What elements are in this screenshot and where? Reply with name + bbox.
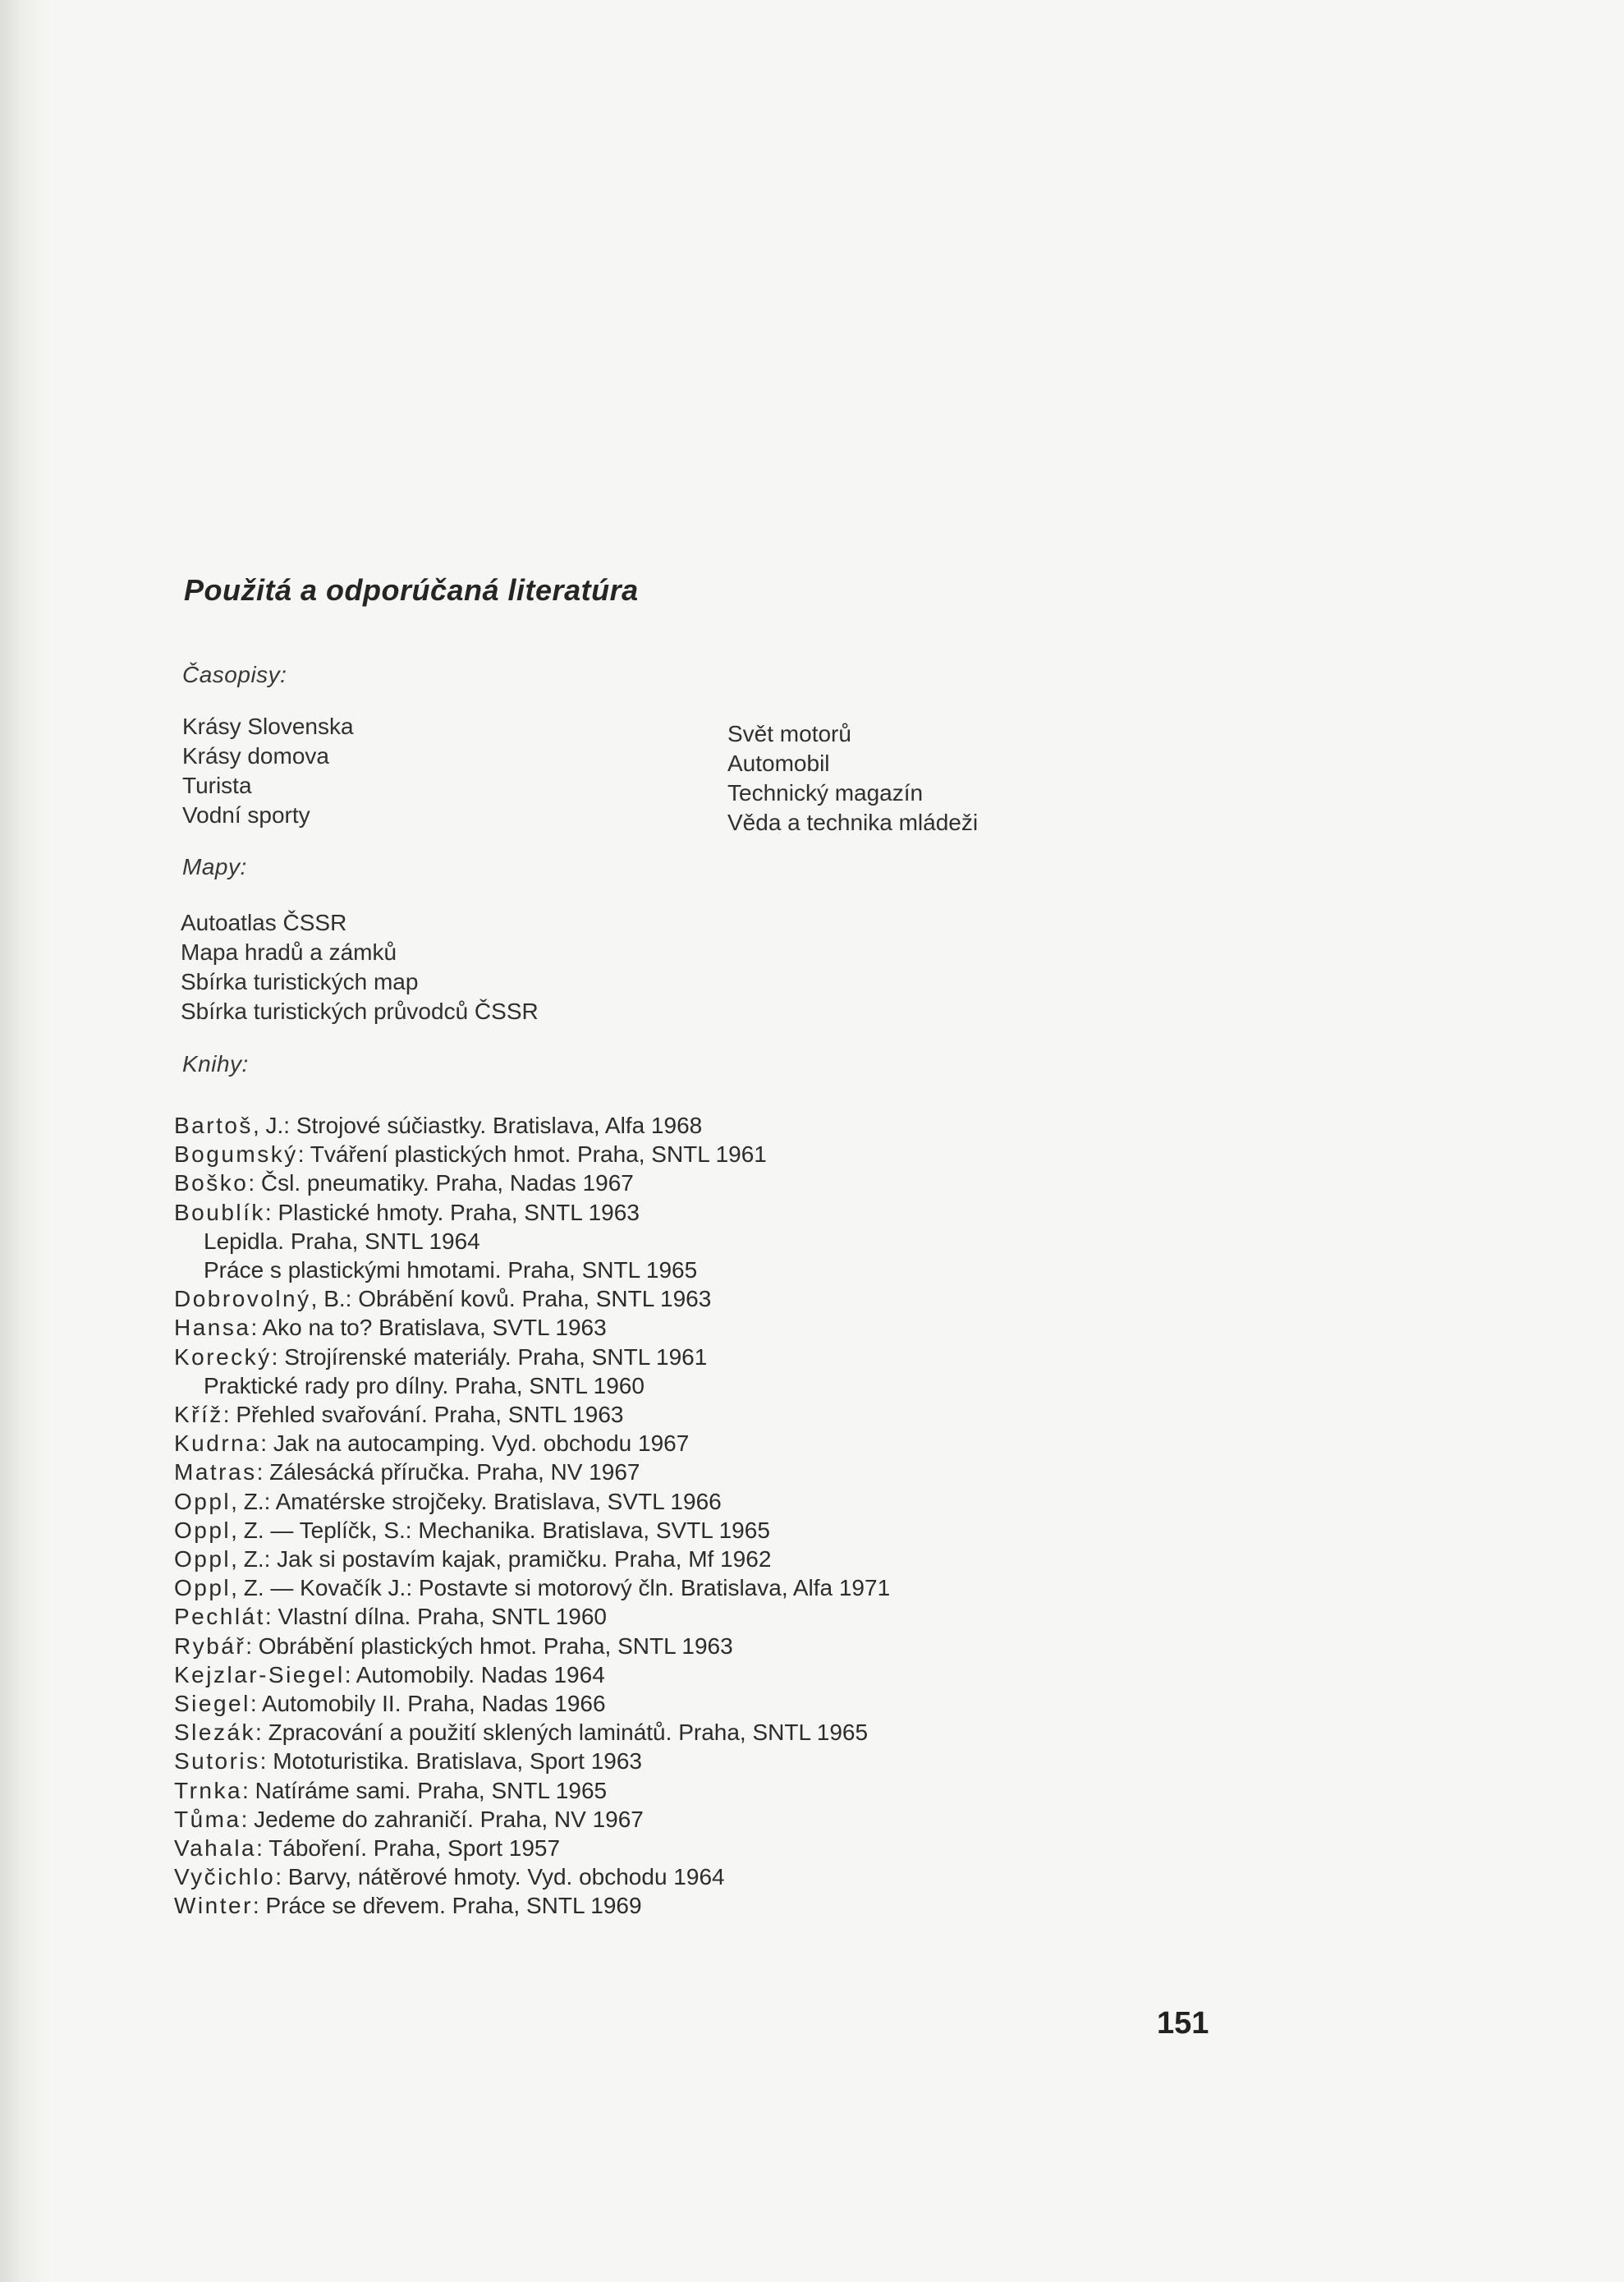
list-item: Krásy Slovenska [182,714,354,739]
book-details: , Z. — Teplíčk, S.: Mechanika. Bratislava, SVTL 1965 [231,1517,770,1543]
book-details: , J.: Strojové súčiastky. Bratislava, Alfa 1968 [252,1113,703,1138]
book-details: : Zpracování a použití sklených laminátů. Praha, SNTL 1965 [255,1720,869,1746]
book-author: Vahala [174,1835,257,1862]
book-entry [174,1862,890,1891]
book-author: Oppl [174,1488,232,1514]
knihy-list [174,1111,890,1921]
book-author: Tůma [174,1806,241,1832]
book-author: Kejzlar-Siegel [174,1661,345,1687]
book-details: : Vlastní dílna. Praha, SNTL 1960 [264,1604,607,1630]
book-details: : Zálesácká příručka. Praha, NV 1967 [256,1459,640,1485]
book-author: Oppl [174,1546,232,1573]
book-entry [174,1891,890,1920]
casopisy-left-list [182,712,354,830]
book-details: : Jak na autocamping. Vyd. obchodu 1967 [260,1430,690,1457]
book-details: Práce s plastickými hmotami. Praha, SNTL 1965 [204,1257,698,1283]
book-author: Kudrna [174,1430,261,1457]
book-author: Hansa [174,1315,251,1341]
book-details: : Barvy, nátěrové hmoty. Vyd. obchodu 1964 [275,1864,725,1890]
book-author: Oppl [174,1575,232,1601]
book-entry [174,1429,890,1458]
book-entry [174,1458,890,1486]
book-entry [174,1602,890,1631]
mapy-list [181,908,539,1026]
section-label-casopisy: Časopisy: [182,662,287,687]
book-entry [174,1487,890,1516]
book-author: Sutoris [174,1748,260,1775]
book-entry [174,1169,890,1197]
book-author: Dobrovolný [174,1286,311,1312]
book-details: : Ako na to? Bratislava, SVTL 1963 [250,1315,607,1341]
book-entry [174,1545,890,1573]
book-entry [174,1747,890,1775]
book-details: : Plastické hmoty. Praha, SNTL 1963 [264,1199,640,1225]
book-entry [174,1313,890,1342]
list-item: Sbírka turistických map [181,969,419,994]
book-details: , Z.: Amatérske strojčeky. Bratislava, SVTL 1966 [231,1488,722,1514]
book-entry [174,1660,890,1689]
book-details: , Z.: Jak si postavím kajak, pramičku. Praha, Mf 1962 [231,1546,772,1573]
list-item: Mapa hradů a zámků [181,939,397,965]
book-details: : Natíráme sami. Praha, SNTL 1965 [242,1777,608,1803]
book-entry [174,1343,890,1371]
book-author: Boublík [174,1199,265,1225]
book-entry [174,1573,890,1602]
list-item: Vodní sporty [182,802,310,828]
casopisy-right-list [727,719,978,838]
book-entry [174,1371,890,1400]
list-item: Automobil [727,751,830,776]
book-details: , Z. — Kovačík J.: Postavte si motorový čln. Bratislava, Alfa 1971 [231,1575,891,1601]
book-author: Vyčichlo [174,1864,276,1890]
book-details: : Automobily. Nadas 1964 [344,1661,605,1687]
book-author: Trnka [174,1777,243,1803]
list-item: Technický magazín [727,780,924,806]
book-details: , B.: Obrábění kovů. Praha, SNTL 1963 [310,1286,712,1312]
book-author: Pechlát [174,1604,265,1630]
page-gutter-shadow [0,0,49,2282]
list-item: Turista [182,773,252,798]
book-entry [174,1227,890,1256]
list-item: Věda a technika mládeži [727,810,979,835]
list-item: Svět motorů [727,721,851,746]
book-details: : Automobily II. Praha, Nadas 1966 [250,1691,606,1717]
list-item: Autoatlas ČSSR [181,910,347,935]
book-details: : Přehled svařování. Praha, SNTL 1963 [222,1402,624,1428]
book-entry [174,1776,890,1805]
book-entry [174,1834,890,1862]
book-author: Matras [174,1459,257,1485]
book-entry [174,1718,890,1747]
book-author: Siegel [174,1691,250,1717]
book-entry [174,1805,890,1834]
book-entry [174,1111,890,1140]
book-entry [174,1198,890,1227]
book-entry [174,1256,890,1284]
book-details: : Táboření. Praha, Sport 1957 [256,1835,561,1862]
book-author: Winter [174,1893,253,1919]
book-author: Boško [174,1170,249,1196]
book-author: Slezák [174,1720,256,1746]
book-details: : Jedeme do zahraničí. Praha, NV 1967 [241,1806,644,1832]
book-entry [174,1400,890,1429]
list-item: Krásy domova [182,743,329,769]
book-details: : Mototuristika. Bratislava, Sport 1963 [259,1748,642,1775]
book-entry [174,1516,890,1545]
book-details: : Strojírenské materiály. Praha, SNTL 1961 [271,1343,708,1370]
page-heading: Použitá a odporúčaná literatúra [184,573,639,607]
book-details: : Čsl. pneumatiky. Praha, Nadas 1967 [248,1170,634,1196]
book-author: Bartoš [174,1113,253,1138]
list-item: Sbírka turistických průvodců ČSSR [181,999,539,1024]
book-author: Korecký [174,1343,272,1370]
book-author: Rybář [174,1632,246,1659]
book-details: : Obrábění plastických hmot. Praha, SNTL 1963 [245,1632,733,1659]
book-details: : Tváření plastických hmot. Praha, SNTL 1961 [297,1141,767,1168]
book-entry [174,1284,890,1313]
book-entry [174,1140,890,1169]
section-label-knihy: Knihy: [182,1051,249,1077]
section-label-mapy: Mapy: [182,854,247,879]
book-details: : Práce se dřevem. Praha, SNTL 1969 [252,1893,642,1919]
book-author: Bogumský [174,1141,298,1168]
page-number: 151 [1157,2006,1209,2041]
book-entry [174,1632,890,1660]
book-author: Kříž [174,1402,223,1428]
book-details: Praktické rady pro dílny. Praha, SNTL 1960 [204,1372,645,1398]
book-author: Oppl [174,1517,232,1543]
book-entry [174,1689,890,1718]
book-details: Lepidla. Praha, SNTL 1964 [204,1228,480,1254]
